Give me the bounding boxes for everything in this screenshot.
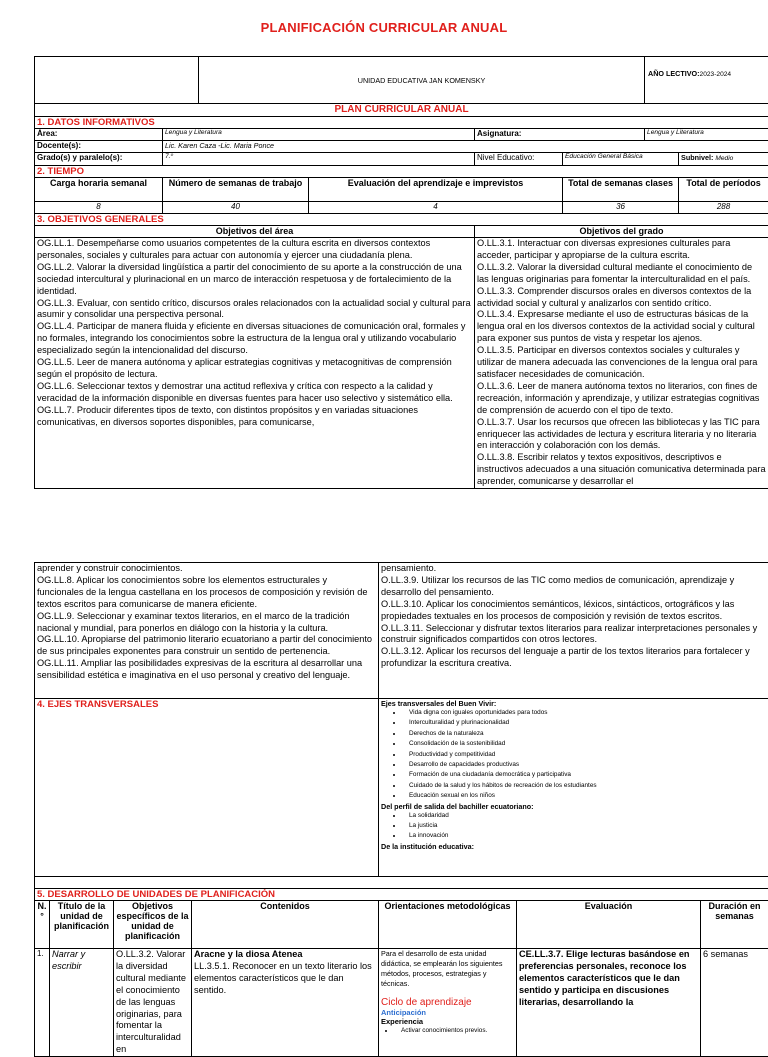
objetivos-area-text: OG.LL.1. Desempeñarse como usuarios competentes de la cultura escrita en diversos contextos personales, sociales y culturales para actuar con autonomía y ejercer una ciudadanía plena. OG.LL.2. Valorar la diversidad lingüística a partir del conocimiento de su aporte a la construcción de una sociedad intercultural y plurinacional en un marco de interacción respetuosa y de fortalecimiento de la identidad. OG.LL.3. Evaluar, con sentido crítico, discursos orales relacionados con la actualidad social y cultural para asumir y consolidar una perspectiva personal. OG.LL.4. Participar de manera fluida y eficiente en diversas situaciones de comunicación oral, formales y no formales, integrando los conocimientos sobre la estructura de la lengua oral y utilizando vocabulario especializado según la intencionalidad del discurso. OG.LL.5. Leer de manera autónoma y aplicar estrategias cognitivas y metacognitivas de comprensión según el propósito de lectura. OG.LL.6. Seleccionar textos y demostrar una actitud reflexiva y crítica con respecto a la calidad y veracidad de la información disponible en diversas fuentes para hacer uso selectivo y sistemático ella. OG.LL.7. Producir diferentes tipos de texto, con distintos propósitos y en variadas situaciones comunicativas, en diversos soportes disponibles, para comunicarse, bbox=[35, 238, 475, 489]
list-item: • La solidaridad bbox=[403, 811, 766, 821]
section-ejes: 4. EJES TRANSVERSALES bbox=[35, 699, 379, 877]
perfil-label: Del perfil de salida del bachiller ecuatoriano: bbox=[381, 802, 766, 811]
section-objetivos: 3. OBJETIVOS GENERALES bbox=[35, 214, 768, 226]
list-item: • Productividad y competitividad bbox=[403, 750, 766, 760]
page-title: PLANIFICACIÓN CURRICULAR ANUAL bbox=[0, 20, 768, 35]
unidades-header-evaluacion: Evaluación bbox=[517, 901, 701, 949]
list-item: • Derechos de la naturaleza bbox=[403, 729, 766, 739]
nivel-value: Educación General Básica bbox=[563, 153, 679, 166]
list-item: • Vida digna con iguales oportunidades para todos bbox=[403, 708, 766, 718]
grado-value: 7.º bbox=[163, 153, 475, 166]
tiempo-value-2: 4 bbox=[309, 202, 563, 214]
list-item: • Cuidado de la salud y los hábitos de recreación de los estudiantes bbox=[403, 781, 766, 791]
nivel-label: Nivel Educativo: bbox=[475, 153, 563, 166]
unidad-contenidos: Aracne y la diosa Atenea LL.3.5.1. Reconocer en un texto literario los elementos característicos que le dan sentido. bbox=[192, 949, 379, 1057]
unidad-orientaciones: Para el desarrollo de esta unidad didáctica, se emplearán los siguientes métodos, procesos, estrategias y técnicas. Ciclo de aprendizaje Anticipación Experiencia • Activar conocimientos previos. bbox=[379, 949, 517, 1057]
area-label: Área: bbox=[35, 129, 163, 141]
unidades-header-contenidos: Contenidos bbox=[192, 901, 379, 949]
list-item: • Interculturalidad y plurinacionalidad bbox=[403, 718, 766, 728]
perfil-list bbox=[381, 811, 766, 842]
tiempo-header-4: Total de períodos bbox=[679, 178, 768, 202]
list-item: • La justicia bbox=[403, 821, 766, 831]
tiempo-header-2: Evaluación del aprendizaje e imprevistos bbox=[309, 178, 563, 202]
asignatura-label: Asignatura: bbox=[475, 129, 645, 141]
objetivos-grado-text: O.LL.3.1. Interactuar con diversas expresiones culturales para acceder, participar y apropiarse de la cultura escrita. O.LL.3.2. Valorar la diversidad cultural mediante el conocimiento de las lenguas originarias para fomentar la interculturalidad en el país. O.LL.3.3. Comprender discursos orales en diversos contextos de la actividad social y cultural y analizarlos con sentido crítico. O.LL.3.4. Expresarse mediante el uso de estructuras básicas de la lengua oral en los diversos contextos de la actividad social y cultural para exponer sus puntos de vista y respetar los ajenos. O.LL.3.5. Participar en diversos contextos sociales y culturales y utilizar de manera adecuada las convenciones de la lengua oral para satisfacer necesidades de comunicación. O.LL.3.6. Leer de manera autónoma textos no literarios, con fines de recreación, información y aprendizaje, y utilizar estrategias cognitivas de comprensión de acuerdo con el tipo de texto. O.LL.3.7. Usar los recursos que ofrecen las bibliotecas y las TIC para enriquecer las actividades de lectura y escritura literaria y no literaria en interacción y colaboración con los demás. O.LL.3.8. Escribir relatos y textos expositivos, descriptivos e instructivos adecuados a una situación comunicativa determinada para aprender, comunicarse y desarrollar el bbox=[475, 238, 768, 489]
buen-vivir-list bbox=[381, 708, 766, 802]
area-value: Lengua y Literatura bbox=[163, 129, 475, 141]
logo-cell bbox=[35, 57, 199, 104]
tiempo-value-4: 288 bbox=[679, 202, 768, 214]
unidades-header-orientaciones: Orientaciones metodológicas bbox=[379, 901, 517, 949]
plan-title: PLAN CURRICULAR ANUAL bbox=[35, 104, 768, 117]
list-item: • Educación sexual en los niños bbox=[403, 791, 766, 801]
blank-row bbox=[35, 877, 768, 889]
tiempo-value-1: 40 bbox=[163, 202, 309, 214]
unidad-num: 1. bbox=[35, 949, 50, 1057]
objetivos-area-text-cont: aprender y construir conocimientos. OG.LL.8. Aplicar los conocimientos sobre los elementos estructurales y funcionales de la lengua castellana en los procesos de composición y revisión de textos escritos para comunicarse de manera eficiente. OG.LL.9. Seleccionar y examinar textos literarios, en el marco de la tradición nacional y mundial, para ponerlos en diálogo con la historia y la cultura. OG.LL.10. Apropiarse del patrimonio literario ecuatoriano a partir del conocimiento de sus principales exponentes para construir un sentido de pertenencia. OG.LL.11. Ampliar las posibilidades expresivas de la escritura al desarrollar una sensibilidad estética e imaginativa en el uso personal y creativo del lenguaje. bbox=[35, 563, 379, 699]
unidades-header-objetivos: Objetivos específicos de la unidad de planificación bbox=[114, 901, 192, 949]
unidades-header-num: N.° bbox=[35, 901, 50, 949]
subnivel: Subnivel: Medio bbox=[679, 153, 768, 166]
unidad-objetivos: O.LL.3.2. Valorar la diversidad cultural mediante el conocimiento de las lenguas originarias, para fomentar la interculturalidad en bbox=[114, 949, 192, 1057]
list-item: • Formación de una ciudadanía democrática y participativa bbox=[403, 770, 766, 780]
ejes-content bbox=[379, 699, 768, 877]
objetivos-grado-header: Objetivos del grado bbox=[475, 226, 768, 238]
institucion-label: De la institución educativa: bbox=[381, 842, 766, 851]
list-item: • Desarrollo de capacidades productivas bbox=[403, 760, 766, 770]
unidades-header-titulo: Título de la unidad de planificación bbox=[50, 901, 114, 949]
tiempo-value-3: 36 bbox=[563, 202, 679, 214]
objetivos-area-header: Objetivos del área bbox=[35, 226, 475, 238]
objetivos-grado-text-cont: pensamiento. O.LL.3.9. Utilizar los recursos de las TIC como medios de comunicación, aprendizaje y desarrollo del pensamiento. O.LL.3.10. Aplicar los conocimientos semánticos, léxicos, sintácticos, ortográficos y las propiedades textuales en los procesos de composición y revisión de textos escritos. O.LL.3.11. Seleccionar y disfrutar textos literarios para realizar interpretaciones personales y construir significados compartidos con otros lectores. O.LL.3.12. Aplicar los recursos del lenguaje a partir de los textos literarios para fortalecer y profundizar la escritura creativa. bbox=[379, 563, 768, 699]
list-item: • La innovación bbox=[403, 831, 766, 841]
section-tiempo: 2. TIEMPO bbox=[35, 166, 768, 178]
school-year: AÑO LECTIVO:2023-2024 bbox=[645, 57, 768, 104]
school-name: UNIDAD EDUCATIVA JAN KOMENSKY bbox=[199, 57, 645, 104]
tiempo-header-3: Total de semanas clases bbox=[563, 178, 679, 202]
unidad-duracion: 6 semanas bbox=[701, 949, 768, 1057]
tiempo-value-0: 8 bbox=[35, 202, 163, 214]
list-item: • Consolidación de la sostenibilidad bbox=[403, 739, 766, 749]
unidad-evaluacion: CE.LL.3.7. Elige lecturas basándose en preferencias personales, reconoce los elementos característicos que le dan sentido y participa en discusiones literarias, desarrollando la bbox=[517, 949, 701, 1057]
unidades-header-duracion: Duración en semanas bbox=[701, 901, 768, 949]
section-datos: 1. DATOS INFORMATIVOS bbox=[35, 117, 768, 129]
section-unidades: 5. DESARROLLO DE UNIDADES DE PLANIFICACIÓN bbox=[35, 889, 768, 901]
tiempo-header-1: Número de semanas de trabajo bbox=[163, 178, 309, 202]
curriculum-table-page2 bbox=[34, 562, 768, 1057]
curriculum-table-page1 bbox=[34, 56, 768, 489]
grado-label: Grado(s) y paralelo(s): bbox=[35, 153, 163, 166]
docente-label: Docente(s): bbox=[35, 141, 163, 153]
buen-vivir-label: Ejes transversales del Buen Vivir: bbox=[381, 699, 766, 708]
tiempo-header-0: Carga horaria semanal bbox=[35, 178, 163, 202]
asignatura-value: Lengua y Literatura bbox=[645, 129, 768, 141]
docente-value: Lic. Karen Caza -Lic. Maria Ponce bbox=[163, 141, 768, 153]
unidad-titulo: Narrar y escribir bbox=[50, 949, 114, 1057]
